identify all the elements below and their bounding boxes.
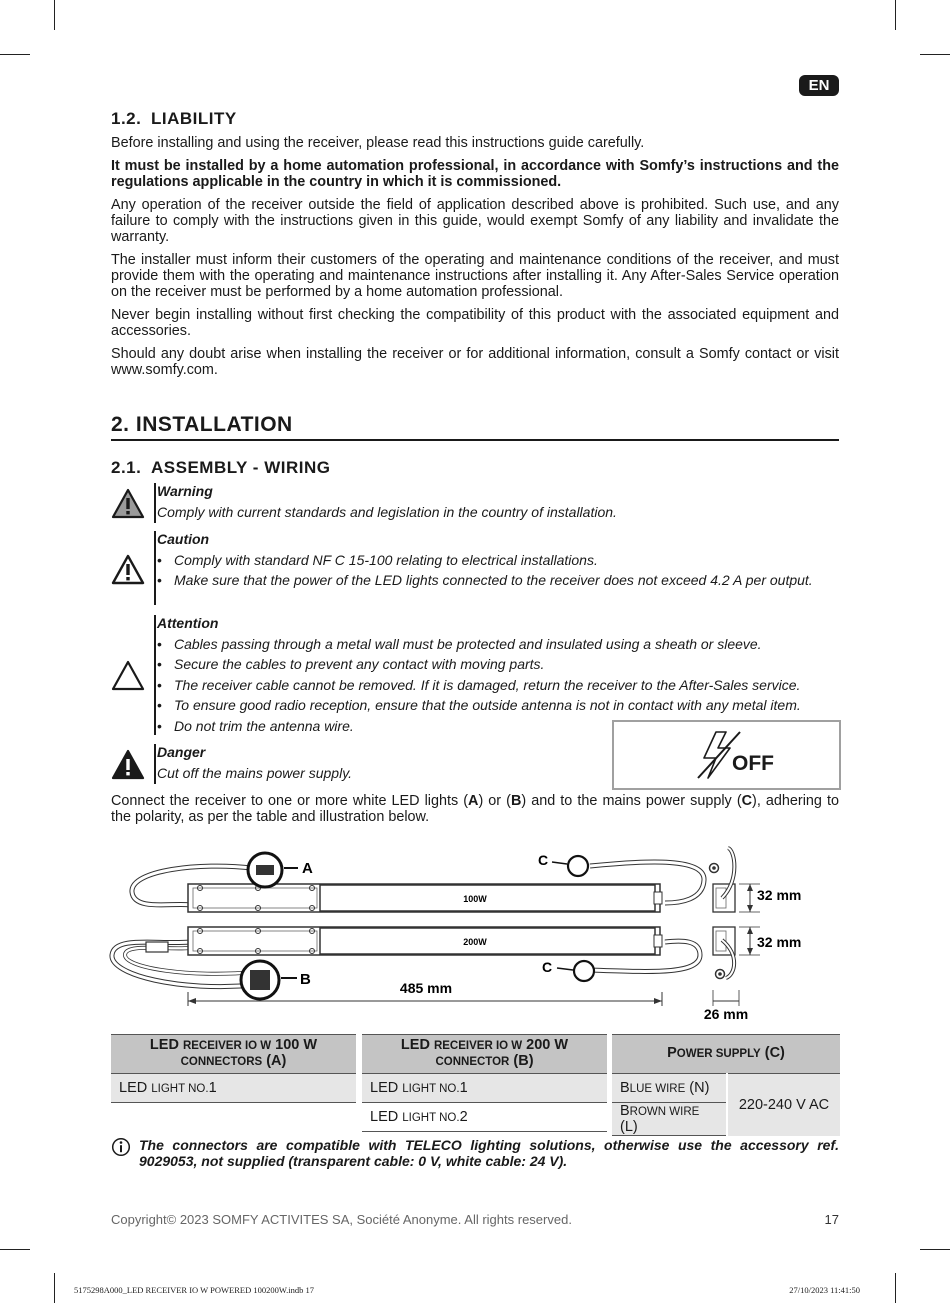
note-bar — [154, 483, 156, 523]
text-run: LED — [149, 1037, 183, 1053]
section-number: 1.2. — [111, 109, 142, 128]
crop-mark — [0, 54, 30, 55]
callout-c2-circle — [574, 961, 594, 981]
list-item: • Comply with standard NF C 15-100 relating to electrical installations. — [157, 550, 813, 571]
empty-triangle-icon — [111, 659, 145, 693]
text-run: ), adhering to the polarity, as per the table and illustration below. — [111, 793, 839, 825]
off-label: OFF — [732, 752, 774, 775]
paragraph: Never begin installing without first checking the compatibility of this product with the associated equipment and accessories. — [111, 307, 839, 339]
text-run: 200 W — [522, 1037, 569, 1053]
table-cell — [111, 1074, 356, 1103]
crop-mark — [0, 1249, 30, 1250]
text-run: ) or ( — [478, 793, 511, 809]
copyright: Copyright© 2023 SOMFY ACTIVITES SA, Société Anonyme. All rights reserved. — [111, 1212, 572, 1227]
note-body: Cut off the mains power supply. — [157, 764, 353, 781]
label-b: B — [300, 971, 311, 988]
text-run-smallcaps: CONNECTORS — [180, 1056, 263, 1068]
table-200w — [362, 1034, 607, 1132]
crop-mark — [895, 1273, 896, 1303]
chapter-number: 2. — [111, 413, 130, 436]
text-run: B — [620, 1103, 630, 1119]
text-run: ) and to the mains power supply ( — [521, 793, 742, 809]
list-item: • The receiver cable cannot be removed. If it is damaged, return the receiver to the After-Sales service. — [157, 675, 801, 696]
crop-mark — [895, 0, 896, 30]
callout-c1-circle — [568, 856, 588, 876]
print-slug-file: 5175298A000_LED RECEIVER IO W POWERED 100200W.indb 17 — [74, 1285, 314, 1295]
note-text — [157, 742, 352, 783]
crop-mark — [920, 1249, 950, 1250]
section-title: LIABILITY — [151, 109, 237, 128]
label-c1: C — [538, 852, 549, 868]
table-cell — [362, 1074, 607, 1103]
subsection-assembly — [111, 458, 839, 478]
text-run-smallcaps: LIGHT NO. — [402, 1083, 460, 1095]
text-run: 1 — [459, 1080, 468, 1096]
text-run-smallcaps: RECEIVER IO W — [433, 1040, 523, 1052]
connect-paragraph — [111, 793, 839, 825]
table-header — [111, 1035, 356, 1074]
ref-b: B — [510, 793, 522, 809]
text-run: B — [620, 1080, 630, 1096]
text-run: 100 W — [271, 1037, 318, 1053]
warning-triangle-gray-icon — [111, 487, 145, 521]
text-run-smallcaps: OWER SUPPLY — [676, 1048, 761, 1060]
side-profile — [710, 848, 736, 979]
list-item: • To ensure good radio reception, ensure that the outside antenna is not in contact with any metal item. — [157, 695, 801, 716]
text-run-smallcaps: LUE WIRE — [629, 1083, 686, 1095]
paragraph — [111, 793, 839, 825]
table-cell — [362, 1103, 607, 1132]
paragraph: Before installing and using the receiver, please read this instructions guide carefully. — [111, 135, 645, 151]
info-text: The connectors are compatible with TELECO lighting solutions, otherwise use the accessory ref. 9029053, not supplied (transparent cable: 0 V, white cable: 24 V). — [139, 1137, 839, 1169]
danger-triangle-black-icon — [111, 748, 145, 782]
label-c2: C — [542, 959, 553, 975]
text-run-smallcaps: LIGHT NO. — [402, 1112, 460, 1124]
note-bar — [154, 531, 156, 605]
text-run: (C) — [760, 1045, 785, 1061]
text-run: LED — [370, 1109, 403, 1125]
note-title: Warning — [157, 483, 213, 499]
note-title: Danger — [157, 744, 206, 760]
table-cell — [612, 1103, 727, 1136]
note-body: Comply with current standards and legislation in the country of installation. — [157, 503, 617, 520]
note-title: Caution — [157, 531, 210, 547]
unit-label-200w: 200W — [463, 937, 487, 947]
text-run: (L) — [620, 1119, 638, 1135]
text-run: 1 — [208, 1080, 217, 1096]
dimension-length: 485 mm — [399, 980, 453, 996]
page-number: 17 — [824, 1212, 839, 1227]
crop-mark — [54, 0, 55, 30]
paragraph: Any operation of the receiver outside the field of application described above is prohibited. Such use, and any failure to comply with the instructions given in this guide, would exempt Somfy of any liability and invalidate the warranty. — [111, 197, 839, 245]
section-number: 2.1. — [111, 458, 142, 477]
dimension-height-2: 32 mm — [757, 934, 802, 950]
note-text — [157, 613, 801, 736]
chapter-title: INSTALLATION — [135, 413, 293, 436]
inline-connector — [146, 942, 168, 952]
print-slug-date: 27/10/2023 11:41:50 — [789, 1285, 860, 1295]
ref-a: A — [468, 793, 479, 809]
table-cell-voltage: 220-240 V AC — [727, 1074, 840, 1136]
paragraph: Should any doubt arise when installing the receiver or for additional information, consult a Somfy contact or visit www.somfy.com. — [111, 346, 839, 378]
text-run-smallcaps: RECEIVER IO W — [182, 1040, 272, 1052]
label-a: A — [302, 860, 313, 877]
receiver-200w — [188, 927, 662, 955]
note-bar — [154, 744, 156, 784]
info-icon — [111, 1137, 131, 1157]
dimension-width: 26 mm — [703, 1006, 749, 1022]
list-item: • Make sure that the power of the LED lights connected to the receiver does not exceed 4.2 A per output. — [157, 570, 813, 591]
text-run: Connect the receiver to one or more white LED lights ( — [111, 793, 469, 809]
table-header — [612, 1035, 840, 1074]
note-list — [157, 550, 813, 591]
wiring-diagram — [0, 840, 950, 1025]
dimension-height-1: 32 mm — [757, 887, 802, 903]
list-item: • Secure the cables to prevent any contact with moving parts. — [157, 654, 801, 675]
warning-triangle-outline-icon — [111, 553, 145, 587]
section-title: ASSEMBLY - WIRING — [151, 458, 331, 477]
text-run-smallcaps: CONNECTOR — [435, 1056, 510, 1068]
table-power-supply — [612, 1034, 840, 1136]
note-title: Attention — [157, 615, 219, 631]
text-run: (B) — [509, 1053, 534, 1069]
text-run: LED — [119, 1080, 152, 1096]
crop-mark — [920, 54, 950, 55]
note-text — [157, 481, 617, 522]
note-bar — [154, 615, 156, 735]
language-badge: EN — [799, 75, 839, 96]
text-run: (N) — [685, 1080, 710, 1096]
list-item: • Do not trim the antenna wire. — [157, 716, 801, 737]
chapter-heading — [111, 413, 839, 441]
ref-c: C — [741, 793, 753, 809]
text-run: 2 — [459, 1109, 468, 1125]
text-run: P — [667, 1045, 677, 1061]
table-100w — [111, 1034, 356, 1103]
power-off-box — [612, 720, 841, 790]
paragraph-bold: It must be installed by a home automation professional, in accordance with Somfy’s instructions and the regulations applicable in the country in which it is commissioned. — [111, 158, 839, 190]
unit-label-100w: 100W — [463, 894, 487, 904]
receiver-100w — [188, 884, 662, 912]
paragraph: The installer must inform their customers of the operating and maintenance conditions of the receiver, and must provide them with the operating and maintenance instructions after installing it. Any After-Sales Service operation on the receiver must be performed by a home automation professional. — [111, 252, 839, 300]
list-item: • Cables passing through a metal wall must be protected and insulated using a sheath or sleeve. — [157, 634, 801, 655]
page-footer — [111, 1212, 839, 1227]
text-run-smallcaps: LIGHT NO. — [151, 1083, 209, 1095]
text-run-smallcaps: ROWN WIRE — [629, 1106, 700, 1118]
section-installation — [111, 413, 839, 441]
crop-mark — [54, 1273, 55, 1303]
note-text — [157, 529, 813, 591]
text-run: LED — [370, 1080, 403, 1096]
text-run: (A) — [262, 1053, 287, 1069]
section-heading — [111, 109, 839, 129]
table-header — [362, 1035, 607, 1074]
section-heading — [111, 458, 839, 478]
text-run: LED — [400, 1037, 434, 1053]
table-cell — [612, 1074, 727, 1103]
section-liability — [111, 109, 839, 378]
